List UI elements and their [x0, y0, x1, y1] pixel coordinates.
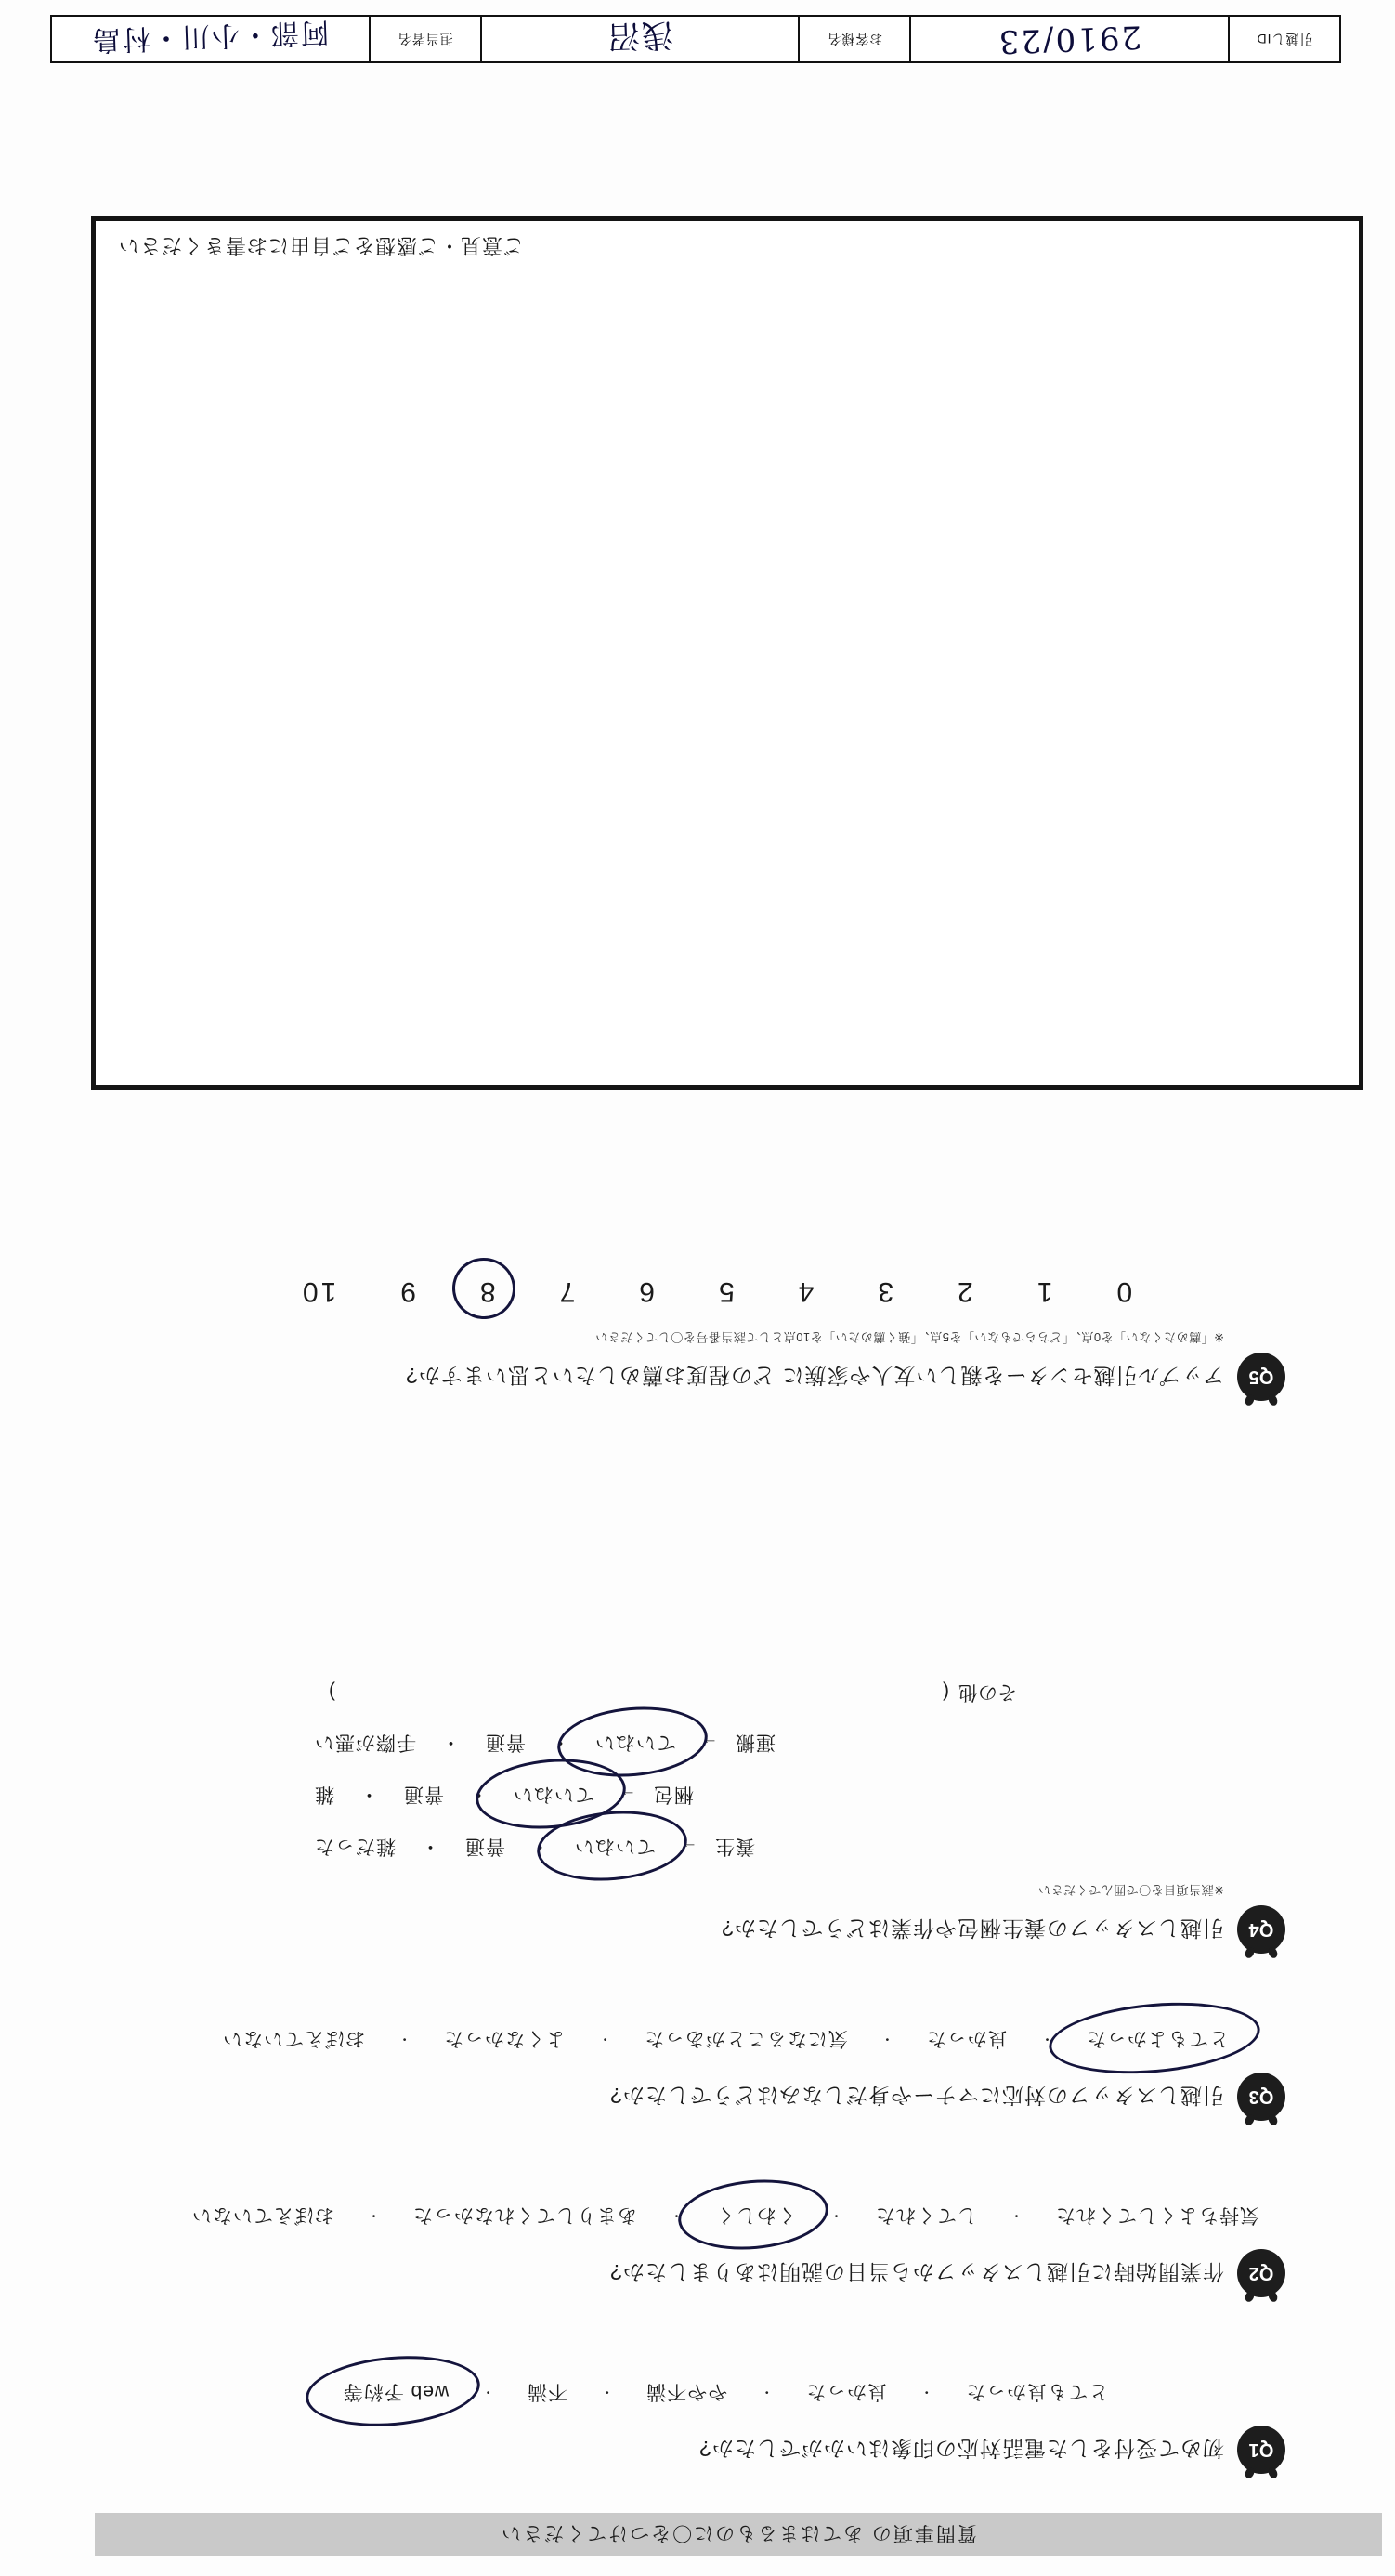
q4-row-label-2: 運搬 — [735, 1732, 776, 1753]
q3-badge: Q3 — [1237, 2073, 1285, 2121]
option-separator: ・ — [759, 2384, 775, 2400]
q4-row0-option-0-selected[interactable]: ていねい — [567, 1830, 663, 1865]
header-name-handwriting: 浅沼 — [606, 16, 674, 56]
q3-option-1[interactable]: 良かった — [925, 2028, 1008, 2049]
q1-option-3[interactable]: 不満 — [527, 2381, 568, 2402]
option-separator: ・ — [879, 2031, 894, 2047]
header-name-label: お客様名 — [798, 17, 909, 61]
q5-scale-2[interactable]: 2 — [955, 1276, 973, 1307]
q4-head — [0, 1905, 1395, 1954]
q5-scale-4[interactable]: 4 — [795, 1276, 815, 1307]
option-separator: ・ — [828, 2207, 844, 2224]
q2-option-2-selected[interactable]: くわしく — [708, 2199, 804, 2234]
q2-option-4[interactable]: おぼえていない — [190, 2204, 334, 2226]
header-staff-label: 担当者名 — [369, 17, 480, 61]
q2-option-3[interactable]: あまりしてくれなかった — [411, 2204, 637, 2226]
q4-row-konpou[interactable] — [0, 1778, 1395, 1813]
option-separator: ・ — [397, 2031, 412, 2047]
q1-text: 初めて受付をした電話対応の印象はいかがでしたか? — [698, 2437, 1224, 2461]
q4-row-arrow-2: → — [700, 1734, 718, 1754]
q5-scale-9[interactable]: 9 — [398, 1276, 416, 1307]
survey-title-text: 質問事項の あてはまるものに〇をつけてください — [500, 2522, 977, 2543]
q5-scale-10[interactable]: 10 — [299, 1276, 337, 1307]
q4-row-unpan[interactable] — [0, 1726, 1395, 1761]
q4-row-yojou[interactable] — [0, 1830, 1395, 1865]
q4-row1-option-2[interactable]: 雑 — [314, 1784, 334, 1805]
q3-option-2[interactable]: 気になることがあった — [644, 2028, 848, 2049]
q4-text: 引越しスタッフの養生梱包や作業はどうでしたか? — [721, 1916, 1224, 1941]
q1-option-1[interactable]: 良かった — [805, 2381, 888, 2402]
q4-note: ※該当項目を〇で囲んでください — [1037, 1883, 1224, 1897]
question-block-q5 — [0, 1274, 1395, 1401]
question-block-q4 — [0, 1680, 1395, 1954]
q5-scale[interactable] — [0, 1274, 1395, 1309]
q4-other-input[interactable]: ( ) — [306, 1681, 949, 1703]
q4-row-label-0: 養生 — [714, 1836, 755, 1857]
header-id-value[interactable] — [909, 17, 1228, 61]
q5-text: アップル引越センターを親しい友人や家族に どの程度お薦めしたいと思いますか? — [405, 1364, 1224, 1388]
q3-options[interactable] — [0, 2022, 1395, 2058]
option-separator: ・ — [550, 1732, 570, 1753]
q4-row1-option-1[interactable]: 普通 — [403, 1784, 444, 1805]
q5-scale-7[interactable]: 7 — [556, 1276, 576, 1307]
header-id-label: 引越しID — [1228, 17, 1339, 61]
option-separator: ・ — [359, 1784, 379, 1805]
q2-option-0[interactable]: 気持ちよくしてくれた — [1055, 2204, 1260, 2226]
q3-option-4[interactable]: おぼえていない — [222, 2028, 366, 2049]
q5-scale-1[interactable]: 1 — [1034, 1276, 1053, 1307]
header-strip — [50, 15, 1341, 63]
q1-options[interactable] — [0, 2375, 1395, 2411]
q2-option-1[interactable]: してくれた — [875, 2204, 978, 2226]
q4-row-label-1: 梱包 — [653, 1784, 694, 1805]
comment-box-label: ご意見・ご感想をご自由にお書きください — [118, 234, 525, 257]
q3-option-0-selected[interactable]: とてもよかった — [1078, 2022, 1236, 2058]
q3-text: 引越しスタッフの対応にマナーや身だしなみはどうでしたか? — [609, 2084, 1224, 2108]
option-separator: ・ — [597, 2031, 613, 2047]
survey-title-bar — [95, 2513, 1382, 2556]
question-block-q3 — [0, 2022, 1395, 2121]
option-separator: ・ — [1009, 2207, 1024, 2224]
q2-options[interactable] — [0, 2199, 1395, 2234]
q5-scale-3[interactable]: 3 — [875, 1276, 894, 1307]
header-name-value[interactable] — [480, 17, 799, 61]
q2-badge: Q2 — [1237, 2249, 1285, 2297]
q4-other-label: その他 — [958, 1681, 1017, 1703]
header-staff-value[interactable] — [52, 17, 369, 61]
question-block-q2 — [0, 2199, 1395, 2297]
q5-scale-0[interactable]: 0 — [1114, 1276, 1133, 1307]
q4-badge: Q4 — [1237, 1905, 1285, 1954]
q4-row2-option-0-selected[interactable]: ていねい — [587, 1726, 684, 1761]
q1-badge: Q1 — [1237, 2426, 1285, 2474]
option-separator: ・ — [1038, 2031, 1054, 2047]
q5-scale-8-selected[interactable]: 8 — [472, 1274, 502, 1309]
q1-option-2[interactable]: やや不満 — [645, 2381, 728, 2402]
comment-box[interactable] — [91, 216, 1363, 1090]
option-separator: ・ — [529, 1836, 550, 1857]
option-separator: ・ — [668, 2207, 684, 2224]
q4-row2-option-2[interactable]: 手際が悪い — [314, 1732, 416, 1753]
q1-option-0[interactable]: とても良かった — [965, 2381, 1109, 2402]
q4-row0-option-1[interactable]: 普通 — [464, 1836, 505, 1857]
option-separator: ・ — [599, 2384, 615, 2400]
header-id-handwriting: 2910/23 — [997, 18, 1142, 60]
q5-scale-5[interactable]: 5 — [716, 1276, 735, 1307]
option-separator: ・ — [440, 1732, 461, 1753]
q4-row0-option-2[interactable]: 雑だった — [314, 1836, 396, 1857]
q4-row-arrow-0: → — [680, 1838, 698, 1858]
q5-note: ※「薦めたくない」を0点、「どちらでもない」を5点、「強く薦めたい」を10点として該当番号を〇してください — [594, 1330, 1224, 1344]
q4-row-arrow-1: → — [619, 1786, 636, 1806]
option-separator: ・ — [468, 1784, 489, 1805]
option-separator: ・ — [919, 2384, 934, 2400]
question-block-q1 — [0, 2375, 1395, 2474]
q5-scale-6[interactable]: 6 — [636, 1276, 655, 1307]
option-separator: ・ — [480, 2384, 496, 2400]
option-separator: ・ — [420, 1836, 440, 1857]
q5-badge: Q5 — [1237, 1353, 1285, 1401]
q4-row2-option-1[interactable]: 普通 — [485, 1732, 526, 1753]
q4-row1-option-0-selected[interactable]: ていねい — [505, 1778, 602, 1813]
q2-head — [0, 2249, 1395, 2297]
q1-head — [0, 2426, 1395, 2474]
q3-head — [0, 2073, 1395, 2121]
q4-other-line[interactable] — [0, 1680, 1395, 1707]
q3-option-3[interactable]: よくなかった — [443, 2028, 567, 2049]
q5-head — [0, 1353, 1395, 1401]
q1-option-4-selected[interactable]: web 予約等 — [335, 2375, 456, 2411]
q2-text: 作業開始時に引越しスタッフから当日の説明はありましたか? — [609, 2260, 1224, 2284]
option-separator: ・ — [365, 2207, 381, 2224]
header-staff-handwriting: 阿部・小川・村島 — [90, 15, 330, 57]
